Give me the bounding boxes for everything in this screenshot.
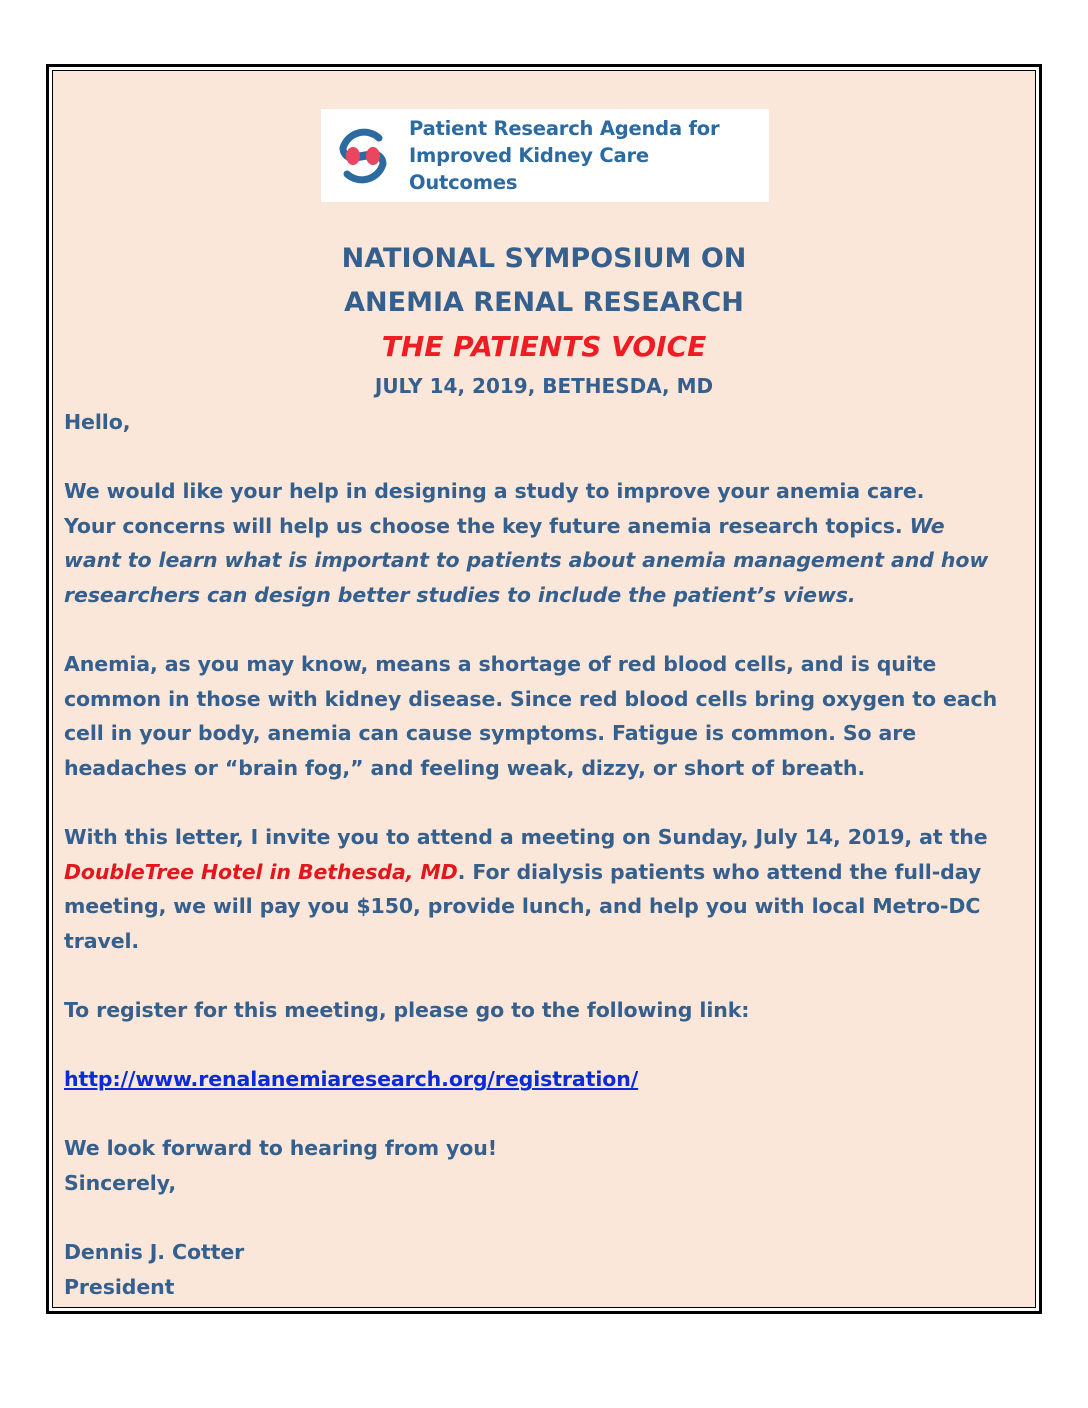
paragraph-2-line-4: headaches or “brain fog,” and feeling weak, dizzy, or short of breath. (64, 755, 866, 780)
signer-name: Dennis J. Cotter (64, 1240, 245, 1265)
paragraph-3-line-2-text: . For dialysis patients who attend the full-day (457, 859, 982, 884)
letter-border (46, 64, 1042, 1314)
paragraph-3-line-4: travel. (64, 928, 140, 953)
paragraph-3-line-2 (64, 855, 1032, 890)
title-line-1: NATIONAL SYMPOSIUM ON (341, 243, 747, 274)
closing-line: We look forward to hearing from you! (64, 1136, 497, 1161)
kidney-logo-icon (333, 126, 393, 186)
letter-body (64, 405, 1032, 1304)
event-date-location: JULY 14, 2019, BETHESDA, MD (374, 374, 714, 398)
logo-line-2: Improved Kidney Care (409, 144, 649, 167)
paragraph-2-line-2: common in those with kidney disease. Since red blood cells bring oxygen to each (64, 686, 998, 711)
paragraph-1-line-4: researchers can design better studies to include the patient’s views. (64, 582, 856, 607)
paragraph-3-line-1: With this letter, I invite you to attend a meeting on Sunday, July 14, 2019, at the (64, 825, 988, 850)
paragraph-1-line-3: want to learn what is important to patients about anemia management and how (64, 548, 989, 573)
venue-name: DoubleTree Hotel in Bethesda, MD (64, 859, 458, 884)
registration-link[interactable]: http://www.renalanemiaresearch.org/registration/ (64, 1067, 639, 1092)
paragraph-3-line-3: meeting, we will pay you $150, provide lunch, and help you with local Metro-DC (64, 894, 981, 919)
signer-title: President (64, 1274, 175, 1299)
greeting: Hello, (64, 410, 131, 434)
title-line-2: ANEMIA RENAL RESEARCH (344, 287, 744, 318)
register-instructions: To register for this meeting, please go to the following link: (64, 998, 750, 1023)
logo-wordmark (409, 115, 719, 196)
letter-panel (52, 70, 1036, 1308)
paragraph-2-line-3: cell in your body, anemia can cause symptoms. Fatigue is common. So are (64, 721, 917, 746)
paragraph-1-line-2 (64, 509, 1032, 544)
paragraph-2-line-1: Anemia, as you may know, means a shortage of red blood cells, and is quite (64, 652, 937, 677)
sign-off: Sincerely, (64, 1171, 177, 1196)
paragraph-1-line-1: We would like your help in designing a study to improve your anemia care. (64, 479, 925, 504)
title-subtitle: THE PATIENTS VOICE (381, 330, 707, 363)
paragraph-1-line-2-text: Your concerns will help us choose the key future anemia research topics. (64, 513, 910, 538)
paragraph-1-line-2-italic: We (909, 513, 945, 538)
logo-line-3: Outcomes (409, 171, 518, 194)
organization-logo (321, 109, 769, 202)
logo-line-1: Patient Research Agenda for (409, 117, 720, 140)
